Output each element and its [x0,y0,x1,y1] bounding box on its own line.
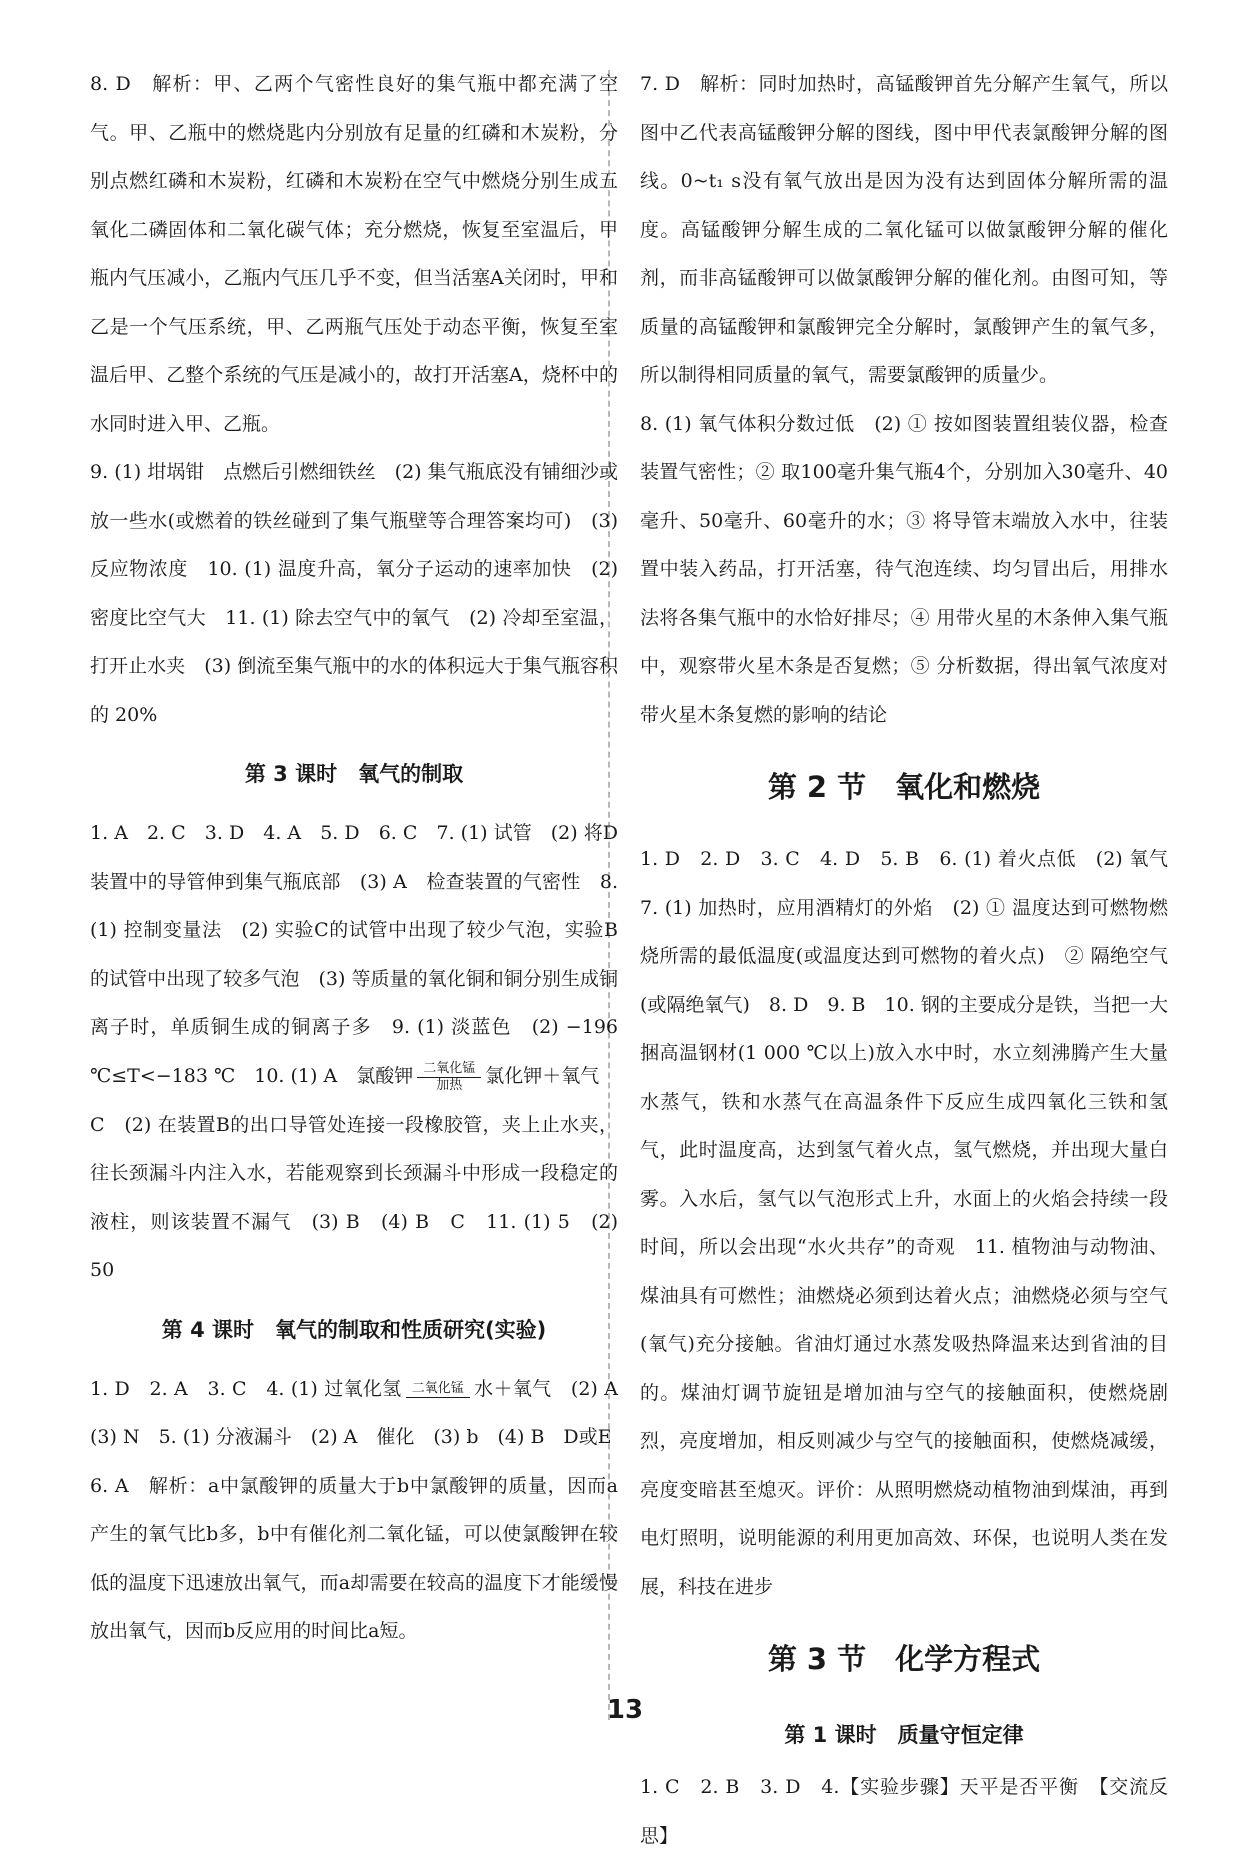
answer-7-analysis: 7. D 解析：同时加热时，高锰酸钾首先分解产生氧气，所以图中乙代表高锰酸钾分解的图线，图中甲代表氯酸钾分解的图线。0~t₁ s没有氧气放出是因为没有达到固体分解所需的温度。高锰酸钾分解生成的二氧化锰可以做氯酸钾分解的催化剂，而非高锰酸钾可以做氯酸钾分解的催化剂。由图可知，等质量的高锰酸钾和氯酸钾完全分解时，氯酸钾产生的氧气多，所以制得相同质量的氧气，需要氯酸钾的质量少。 [640,73,1168,386]
lesson4-heading: 第 4 课时 氧气的制取和性质研究(实验) [161,1317,547,1342]
answers-9-11: 9. (1) 坩埚钳 点燃后引燃细铁丝 (2) 集气瓶底没有铺细沙或放一些水(或燃着的铁丝碰到了集气瓶壁等合理答案均可) (3) 反应物浓度 10. (1) 温度升高，氧分子运动的速率加快 (2) 密度比空气大 11. (1) 除去空气中的氧气 (2) 冷却至室温，打开止水夹 (3) 倒流至集气瓶中的水的体积远大于集气瓶容积的 20% [90,461,618,726]
section2-answers: 1. D 2. D 3. C 4. D 5. B 6. (1) 着火点低 (2) 氧气 7. (1) 加热时，应用酒精灯的外焰 (2) ① 温度达到可燃物燃烧所需的最低温度(或温度达到可燃物的着火点) ② 隔绝空气(或隔绝氧气) 8. D 9. B 10. 钢的主要成分是铁，当把一大捆高温钢材(1 000 ℃以上)放入水中时，水立刻沸腾产生大量水蒸气，铁和水蒸气在高温条件下反应生成四氧化三铁和氢气，此时温度高，达到氢气着火点，氢气燃烧，并出现大量白雾。入水后，氢气以气泡形式上升，水面上的火焰会持续一段时间，所以会出现“水火共存”的奇观 11. 植物油与动物油、煤油具有可燃性；油燃烧必须到达着火点；油燃烧必须与空气(氧气)充分接触。省油灯通过水蒸发吸热降温来达到省油的目的。煤油灯调节旋钮是增加油与空气的接触面积，使燃烧剧烈，亮度增加，相反则减少与空气的接触面积，使燃烧减缓，亮度变暗甚至熄灭。评价：从照明燃烧动植物油到煤油，再到电灯照明，说明能源的利用更加高效、环保，也说明人类在发展，科技在进步 [640,848,1188,1598]
lesson3-heading: 第 3 课时 氧气的制取 [244,762,464,786]
answer-8-steps: 8. (1) 氧气体积分数过低 (2) ① 按如图装置组装仪器，检查装置气密性；② 取100毫升集气瓶4个，分别加入30毫升、40毫升、50毫升、60毫升的水；③ 将导管末端放入水中，往装置中装入药品，打开活塞，待气泡连续、均匀冒出后，用排水法将各集气瓶中的水恰好排尽；④ 用带火星的木条伸入集气瓶中，观察带火星木条是否复燃；⑤ 分析数据，得出氧气浓度对带火星木条复燃的影响的结论 [640,412,1168,726]
reaction-arrow: 二氧化锰 [406,1381,470,1398]
answer-8-analysis: 8. D 解析：甲、乙两个气密性良好的集气瓶中都充满了空气。甲、乙瓶中的燃烧匙内分别放有足量的红磷和木炭粉，分别点燃红磷和木炭粉，红磷和木炭粉在空气中燃烧分别生成五氧化二磷固体和二氧化碳气体；充分燃烧，恢复至室温后，甲瓶内气压减小，乙瓶内气压几乎不变，但当活塞A关闭时，甲和乙是一个气压系统，甲、乙两瓶气压处于动态平衡，恢复至室温后甲、乙整个系统的气压是减小的，故打开活塞A，烧杯中的水同时进入甲、乙瓶。 [90,73,618,435]
right-column [640,60,1188,1860]
equation-1: 氯酸钾 二氧化锰 加热 氯化钾＋氧气 [356,1060,600,1093]
section2-heading: 第 2 节 氧化和燃烧 [767,770,1041,804]
answer-6-analysis: 6. A 解析：a中氯酸钾的质量大于b中氯酸钾的质量，因而a产生的氧气比b多，b中有催化剂二氧化锰，可以使氯酸钾在较低的温度下迅速放出氧气，而a却需要在较高的温度下才能缓慢放出氧气，因而b反应用的时间比a短。 [90,1474,618,1643]
lesson1-heading: 第 1 课时 质量守恒定律 [784,1723,1024,1747]
lesson3-answers: 1. A 2. C 3. D 4. A 5. D 6. C 7. (1) 试管 (2) 将D装置中的导管伸到集气瓶底部 (3) A 检查装置的气密性 8. (1) 控制变量法 (2) 实验C的试管中出现了较少气泡，实验B的试管中出现了较多气泡 (3) 等质量的氧化铜和铜分别生成铜离子时，单质铜生成的铜离子多 9. (1) 淡蓝色 (2) −196 ℃≤T<−183 ℃ 10. (1) A 氯酸钾 二氧化锰 加热 氯化钾＋氧气 C (2) 在装置B的出口导管处连接一段橡胶管，夹上止水夹，往长颈漏斗内注入水，若能观察到长颈漏斗中形成一段稳定的液柱，则该装置不漏气 (3) B (4) B C 11. (1) 5 (2) 50 [90,822,619,1282]
left-column [90,60,637,1656]
page-number: 13 [606,1695,644,1725]
reaction-arrow: 二氧化锰 加热 [417,1061,481,1094]
section3-heading: 第 3 节 化学方程式 [767,1642,1041,1676]
lesson1-answers: 1. C 2. B 3. D 4.【实验步骤】天平是否平衡 【交流反思】 [640,1776,1168,1847]
lesson4-answers: 1. D 2. A 3. C 4. (1) 过氧化氢 二氧化锰 水＋氧气 (2) A (3) N 5. (1) 分液漏斗 (2) A 催化 (3) b (4) B D或E [90,1377,637,1449]
